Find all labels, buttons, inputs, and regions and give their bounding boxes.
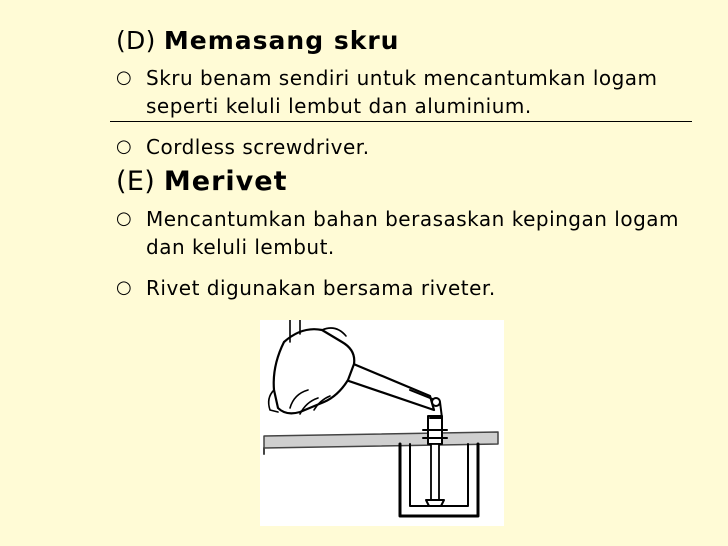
bullet-text: Skru benam sendiri untuk mencantumkan logam seperti keluli lembut dan aluminium.: [146, 66, 658, 118]
hollow-circle-bullet-icon: ○: [116, 67, 133, 88]
section-e-heading: [116, 166, 288, 197]
section-d-prefix: (D): [116, 26, 156, 55]
section-d-title: Memasang skru: [163, 26, 400, 55]
hollow-circle-bullet-icon: ○: [116, 136, 133, 157]
hollow-circle-bullet-icon: ○: [116, 277, 133, 298]
hand-riveter-illustration: [260, 320, 504, 526]
divider-line: [110, 121, 692, 122]
bullet-text: Cordless screwdriver.: [146, 135, 370, 159]
list-item: [116, 205, 696, 261]
bullet-text: Mencantumkan bahan berasaskan kepingan logam dan keluli lembut.: [146, 207, 680, 259]
hollow-circle-bullet-icon: ○: [116, 208, 133, 229]
section-d-heading: [116, 26, 399, 55]
bullet-text: Rivet digunakan bersama riveter.: [146, 276, 496, 300]
riveter-figure: [260, 320, 504, 526]
section-e-title: Merivet: [163, 166, 288, 197]
list-item: [116, 64, 696, 120]
section-e-prefix: (E): [116, 166, 156, 197]
list-item: [116, 274, 696, 302]
list-item: [116, 133, 696, 161]
